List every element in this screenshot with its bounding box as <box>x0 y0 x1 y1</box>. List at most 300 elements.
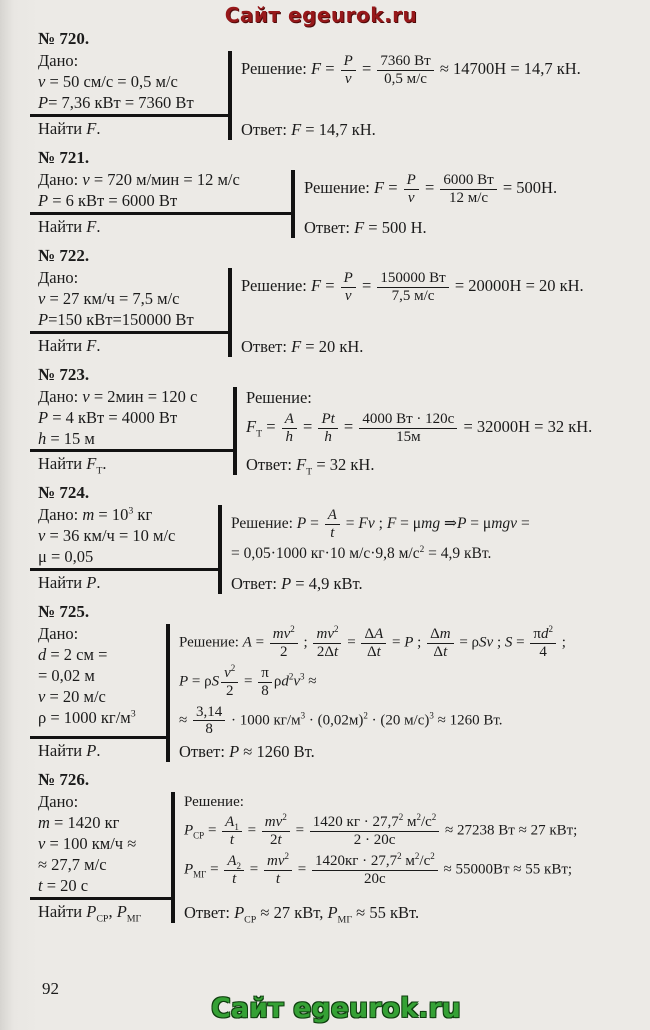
fraction-numerator <box>270 626 298 644</box>
math-text: = 4 кВт = 4000 Вт <box>48 407 178 427</box>
fraction <box>262 814 290 849</box>
given-line <box>30 708 166 729</box>
problem-body <box>30 268 642 357</box>
math-text: Решение: <box>179 635 243 652</box>
math-variable: S <box>479 635 487 652</box>
math-text: Дано: <box>38 386 83 406</box>
fraction-denominator <box>342 71 355 88</box>
fraction <box>359 411 457 446</box>
math-text: 0,5 м/с <box>384 70 427 87</box>
math-variable: A <box>284 410 294 427</box>
math-variable: d <box>540 626 549 643</box>
math-text: Дано: <box>38 51 79 70</box>
problem-726 <box>30 770 642 926</box>
math-text: . <box>96 573 101 593</box>
math-text: ; <box>493 635 505 652</box>
math-text: = 32 кН. <box>312 455 375 475</box>
superscript: 3 <box>130 708 136 720</box>
given-line <box>30 387 233 408</box>
math-text: Δ <box>430 626 440 643</box>
math-variable: m <box>82 505 95 525</box>
fraction-denominator <box>351 832 399 849</box>
fraction <box>264 853 292 888</box>
fraction-numerator <box>310 814 440 832</box>
math-text: = 4,9 кВт. <box>424 545 492 563</box>
math-text: , <box>108 901 117 921</box>
given-section <box>30 170 291 212</box>
fraction <box>341 270 356 305</box>
math-variable: v <box>407 189 415 206</box>
math-variable: F <box>386 515 397 533</box>
superscript: 2 <box>414 851 420 862</box>
math-variable: g <box>502 515 511 533</box>
math-text: ; <box>299 635 312 652</box>
given-column <box>30 170 295 238</box>
math-text: = <box>306 515 323 533</box>
fraction-denominator <box>381 71 430 88</box>
math-text: 2 <box>225 682 234 699</box>
math-variable: v <box>344 70 352 87</box>
site-watermark-bottom: Сайт egeurok.ru <box>211 993 461 1024</box>
superscript: 2 <box>230 662 236 673</box>
fraction <box>270 626 298 661</box>
superscript: 3 <box>300 710 306 721</box>
superscript: 2 <box>416 812 421 823</box>
math-text: = 15 м <box>46 428 95 448</box>
math-text: Решение: <box>231 515 297 533</box>
math-text: = <box>339 416 358 436</box>
math-variable: F <box>86 118 97 138</box>
fraction-numerator <box>221 662 238 683</box>
find-section <box>30 736 166 762</box>
answer-line <box>179 740 642 762</box>
math-variable: P <box>179 673 189 690</box>
math-text: = ρ <box>188 673 212 690</box>
fraction <box>313 626 341 661</box>
subscript: МГ <box>193 869 207 880</box>
math-text: м <box>401 853 415 870</box>
math-text: = 500Н. <box>498 177 558 197</box>
math-text: Ответ: <box>231 574 282 594</box>
math-text: 2 <box>280 644 288 661</box>
math-variable: v <box>283 626 291 643</box>
math-text: Найти <box>38 335 87 355</box>
math-text: /с <box>420 814 432 831</box>
given-line <box>30 72 228 93</box>
fraction-denominator <box>361 871 389 888</box>
fraction <box>193 704 225 739</box>
math-variable: h <box>38 428 47 448</box>
fraction-numerator <box>359 411 457 429</box>
given-column <box>30 51 232 140</box>
math-text: Найти <box>38 901 87 921</box>
math-text: Найти <box>38 741 87 761</box>
superscript: 2 <box>397 851 402 862</box>
subscript: МГ <box>337 914 353 926</box>
math-text: Дано: <box>38 792 79 812</box>
fraction <box>312 853 438 888</box>
answer-line <box>241 118 642 140</box>
solution-row <box>246 388 642 408</box>
problem-723 <box>30 365 642 476</box>
math-text: ⇒ <box>440 515 457 533</box>
math-variable: P <box>38 407 49 427</box>
superscript: 2 <box>398 812 404 823</box>
math-text: Δ <box>366 644 377 661</box>
fraction <box>224 853 244 888</box>
math-variable: t <box>232 870 237 887</box>
math-variable: P <box>116 901 127 921</box>
math-text: = 100 км/ч ≈ <box>45 834 137 854</box>
math-variable: v <box>38 834 46 854</box>
math-text: 7,5 м/с <box>391 287 435 304</box>
math-text: = 20 м/с <box>45 687 106 707</box>
fraction <box>221 662 238 700</box>
math-variable: t <box>330 525 335 542</box>
math-text: = 7,36 кВт = 7360 Вт <box>48 92 194 112</box>
fraction-numerator <box>440 172 496 190</box>
given-section <box>30 624 166 729</box>
math-variable: v <box>82 169 90 189</box>
math-variable: P <box>38 92 49 112</box>
solution-row <box>179 703 642 740</box>
math-text: Найти <box>38 216 87 236</box>
given-line <box>30 310 228 331</box>
solution-row <box>184 852 642 889</box>
problem-body <box>30 170 642 238</box>
math-variable: P <box>234 902 245 922</box>
math-variable: v <box>486 635 494 652</box>
fraction-denominator <box>327 525 337 542</box>
math-text: = μ <box>466 515 492 533</box>
math-text: = <box>262 416 280 436</box>
superscript: 3 <box>300 671 305 682</box>
site-watermark-top: Сайт egeurok.ru <box>224 3 418 27</box>
math-variable: v <box>327 626 334 643</box>
fraction-numerator <box>264 853 292 871</box>
given-column <box>30 792 175 923</box>
math-variable: v <box>293 673 301 690</box>
solution-column <box>232 268 642 357</box>
math-text: кг <box>133 505 153 525</box>
math-text: . <box>96 118 101 138</box>
fraction-denominator <box>229 871 239 888</box>
math-text: Ответ: <box>241 119 292 139</box>
math-text: = 720 м/мин = 12 м/с <box>89 169 240 189</box>
math-text: = 20 с <box>42 875 89 895</box>
math-variable: P <box>343 269 353 286</box>
math-text: ≈ 1260 Вт. <box>239 742 315 762</box>
math-text: 8 <box>261 682 269 699</box>
fraction-numerator <box>222 814 242 832</box>
math-variable: v <box>82 386 90 406</box>
math-variable: A <box>374 626 384 643</box>
fraction-numerator <box>312 853 438 871</box>
superscript: 2 <box>419 544 425 555</box>
math-text: /с <box>419 853 431 870</box>
math-text: · 1000 кг/м <box>227 712 301 729</box>
subscript: 2 <box>236 861 242 872</box>
math-text: · (20 м/с) <box>367 712 430 729</box>
given-line <box>30 855 171 876</box>
problem-number: № 726. <box>38 770 90 790</box>
math-variable: P <box>229 742 240 762</box>
math-variable: P <box>38 309 49 329</box>
math-text: 6000 Вт <box>443 171 494 188</box>
solution-row <box>184 813 642 850</box>
math-variable: d <box>38 645 47 665</box>
fraction <box>310 814 440 849</box>
math-text: = 500 Н. <box>364 217 427 237</box>
math-text: = <box>243 823 260 840</box>
math-variable: m <box>421 515 433 533</box>
fraction <box>282 411 297 446</box>
math-text: = <box>294 861 310 878</box>
fraction-numerator <box>282 411 297 429</box>
superscript: 3 <box>128 505 134 517</box>
math-text: 150000 Вт <box>380 269 446 286</box>
fraction-denominator <box>223 683 237 700</box>
math-variable: m <box>267 853 278 870</box>
problem-body <box>30 387 642 476</box>
math-text: Ответ: <box>184 902 235 922</box>
math-variable: v <box>38 687 46 707</box>
superscript: 2 <box>282 812 287 823</box>
given-line <box>30 429 233 450</box>
math-variable: m <box>38 813 50 833</box>
math-text: = <box>388 635 405 652</box>
solution-row <box>241 269 642 306</box>
math-text: = <box>341 515 359 533</box>
subscript: Т <box>256 428 263 440</box>
math-text: = <box>357 59 376 79</box>
problem-722 <box>30 246 642 357</box>
math-variable: P <box>281 574 292 594</box>
solution-row <box>184 793 642 811</box>
math-text: м <box>403 814 417 831</box>
math-text: Дано: <box>38 624 79 644</box>
math-text: . <box>96 216 101 236</box>
math-variable: F <box>358 515 368 533</box>
math-variable: P <box>184 861 194 878</box>
math-text: 2Δ <box>316 644 334 661</box>
math-text: ≈ <box>179 712 191 729</box>
subscript: МГ <box>126 913 142 925</box>
math-text: = 32000Н = 32 кН. <box>459 416 593 436</box>
math-text: 3,14 <box>195 703 223 720</box>
given-column <box>30 387 237 476</box>
solution-column <box>232 51 642 140</box>
fraction-numerator <box>193 704 225 722</box>
math-variable: d <box>281 673 289 690</box>
given-line <box>30 624 166 645</box>
solution-row <box>231 506 642 543</box>
math-text: Найти <box>38 118 87 138</box>
math-text: ≈ 14700Н = 14,7 кН. <box>435 59 581 79</box>
math-variable: P <box>404 635 414 652</box>
solution-column <box>222 505 642 594</box>
math-text: =150 кВт=150000 Вт <box>48 309 194 329</box>
math-text: = μ <box>396 515 422 533</box>
fraction <box>258 665 272 700</box>
given-line <box>30 834 171 855</box>
math-text: = <box>291 823 308 840</box>
given-section <box>30 51 228 114</box>
math-text: = <box>357 275 376 295</box>
given-section <box>30 505 218 568</box>
math-variable: P <box>296 515 307 533</box>
math-text: = <box>512 635 529 652</box>
math-variable: F <box>86 216 97 236</box>
given-line <box>30 93 228 114</box>
math-variable: S <box>504 635 513 652</box>
given-column <box>30 624 170 762</box>
math-variable: F <box>291 336 302 356</box>
given-line <box>30 268 228 289</box>
solution-row <box>179 625 642 662</box>
superscript: 2 <box>333 624 339 635</box>
given-line <box>30 170 291 191</box>
math-variable: v <box>510 515 518 533</box>
math-variable: m <box>439 626 451 643</box>
fraction <box>440 172 496 207</box>
solution-column <box>175 792 642 926</box>
subscript: СР <box>193 831 205 842</box>
math-text: = <box>517 515 530 533</box>
math-text: Δ <box>364 626 375 643</box>
superscript: 2 <box>431 812 437 823</box>
math-variable: P <box>406 171 416 188</box>
math-variable: t <box>229 832 235 849</box>
math-text: 4 <box>539 644 547 661</box>
fraction-denominator <box>364 644 384 661</box>
math-text: = 27 км/ч = 7,5 м/с <box>45 288 180 308</box>
problem-number: № 721. <box>38 147 90 167</box>
answer-line <box>304 216 642 238</box>
math-text: Решение: <box>241 275 312 295</box>
math-variable: P <box>38 190 49 210</box>
problem-body <box>30 505 642 594</box>
math-text: Дано: <box>38 267 79 287</box>
math-variable: A <box>227 853 237 870</box>
math-text: Решение: <box>246 387 312 407</box>
given-line <box>30 813 171 834</box>
math-variable: v <box>275 814 283 831</box>
math-variable: F <box>311 59 322 79</box>
math-text: 1420 кг · 27,7 <box>312 814 399 831</box>
math-variable: g <box>432 515 441 533</box>
math-text: = 36 км/ч = 10 м/с <box>45 526 176 546</box>
fraction-denominator <box>430 644 450 661</box>
given-line <box>30 51 228 72</box>
fraction <box>222 814 242 849</box>
math-variable: v <box>344 287 352 304</box>
math-text: μ = 0,05 <box>38 547 94 567</box>
math-variable: v <box>224 664 231 681</box>
answer-line <box>246 453 642 478</box>
math-text: Найти <box>38 573 87 593</box>
math-variable: m <box>491 515 503 533</box>
math-variable: v <box>367 515 375 533</box>
fraction-numerator <box>361 626 386 644</box>
fraction-numerator <box>341 53 356 71</box>
find-section <box>30 568 218 594</box>
math-text: Ответ: <box>246 455 297 475</box>
problem-body <box>30 792 642 926</box>
math-text: . <box>102 454 107 474</box>
solution-row <box>304 171 642 208</box>
subscript: Т <box>96 465 103 477</box>
math-text: = <box>240 673 257 690</box>
math-text: = 1420 кг <box>49 813 120 833</box>
solution-column <box>170 624 642 762</box>
math-variable: v <box>277 853 285 870</box>
math-text: = <box>206 861 223 878</box>
math-variable: P <box>86 573 97 593</box>
math-variable: P <box>327 902 338 922</box>
math-variable: P <box>343 53 353 69</box>
math-variable: F <box>296 455 307 475</box>
math-text: = <box>298 416 317 436</box>
problem-number: № 725. <box>38 602 90 622</box>
math-text: ≈ 27,7 м/с <box>38 854 107 874</box>
math-text: Ответ: <box>241 336 292 356</box>
math-variable: F <box>354 217 365 237</box>
problem-number: № 720. <box>38 29 90 48</box>
superscript: 2 <box>290 624 295 635</box>
math-text: 20с <box>364 870 386 887</box>
problem-body <box>30 51 642 140</box>
math-text: · (0,02м) <box>305 712 364 729</box>
superscript: 2 <box>284 851 290 862</box>
given-column <box>30 268 232 357</box>
math-text: 1420кг · 27,7 <box>314 853 398 870</box>
fraction-denominator <box>342 288 355 305</box>
find-section <box>30 114 228 140</box>
math-text: Δ <box>433 644 444 661</box>
fraction-denominator <box>258 683 272 700</box>
fraction <box>427 626 454 661</box>
math-text: ; <box>413 635 426 652</box>
math-variable: F <box>291 119 302 139</box>
math-text: 2 <box>269 832 278 849</box>
fraction-denominator <box>283 429 297 446</box>
math-text: = 20000Н = 20 кН. <box>450 275 584 295</box>
math-text: ≈ 55 кВт. <box>352 902 420 922</box>
math-variable: v <box>38 71 46 91</box>
fraction-denominator <box>267 832 285 849</box>
math-text: ρ = 1000 кг/м <box>38 708 131 728</box>
given-column <box>30 505 222 594</box>
math-text: = <box>384 177 402 197</box>
math-variable: t <box>38 875 43 895</box>
math-text: = 0,05·1000 кг·10 м/с·9,8 м/с <box>231 545 420 563</box>
given-line <box>30 876 171 897</box>
fraction-numerator <box>377 53 433 71</box>
math-text: = 0,02 м <box>38 666 95 686</box>
fraction-denominator <box>321 429 335 446</box>
answer-line <box>241 335 642 357</box>
fraction <box>361 626 386 661</box>
given-line <box>30 792 171 813</box>
math-text: . <box>96 741 101 761</box>
fraction-numerator <box>224 853 244 871</box>
solution-row <box>241 52 642 89</box>
math-variable: S <box>211 673 220 690</box>
math-text: 12 м/с <box>449 189 489 206</box>
given-line <box>30 645 166 666</box>
math-text: ≈ 27 кВт, <box>256 902 328 922</box>
